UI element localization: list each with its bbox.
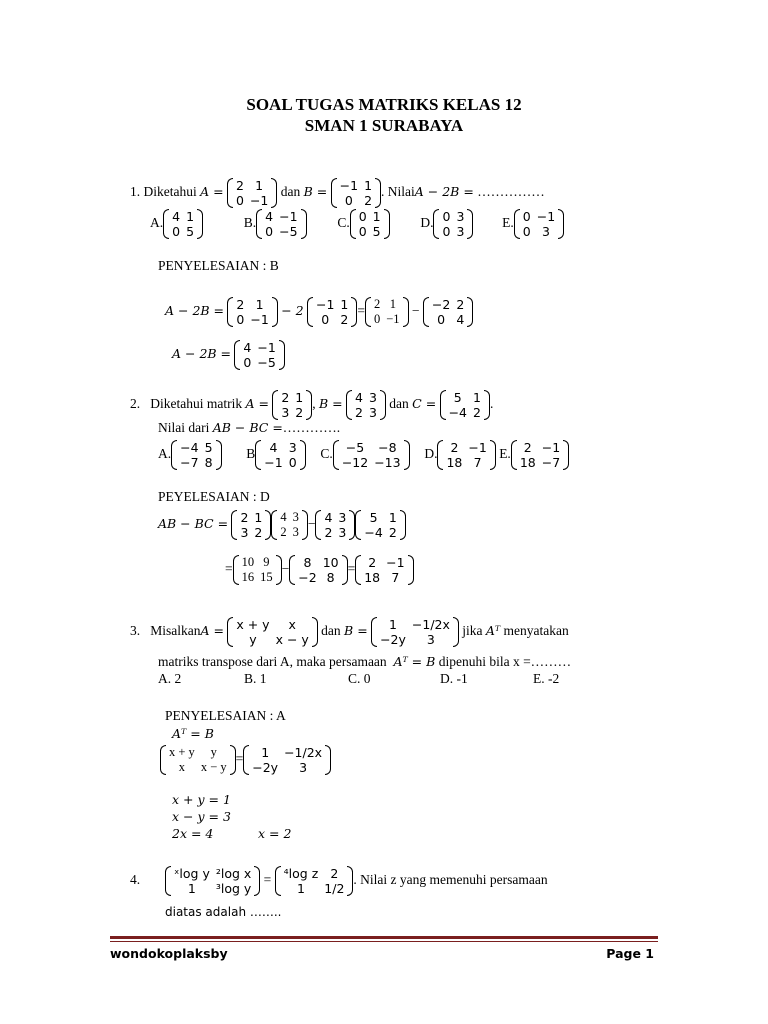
matrix-cell: 5 <box>369 510 378 525</box>
matrix-cell: y <box>249 632 257 647</box>
text-segment: D. <box>420 215 434 231</box>
matrix-cell: 2 <box>295 405 304 420</box>
matrix-cell: 2 <box>330 866 339 881</box>
q3-solution-label: PENYELESAIAN : A <box>165 708 286 723</box>
text-segment: 3. <box>130 623 141 639</box>
text-segment: A. <box>150 215 164 231</box>
matrix-cell: 2 <box>281 390 290 405</box>
matrix <box>234 340 284 370</box>
text-segment: Aᵀ = B <box>172 726 214 741</box>
matrix-cell: −2y <box>380 632 406 647</box>
text-segment: E. <box>502 215 514 231</box>
text-segment: Diketahui matrik <box>150 396 243 412</box>
matrix <box>333 440 410 470</box>
matrix-cell: 3 <box>299 760 308 775</box>
text-segment: C. <box>320 446 333 462</box>
text-segment: A − 2B = <box>165 303 225 319</box>
text-segment: A. <box>158 446 172 462</box>
q3-line2 <box>158 654 571 670</box>
matrix-cell: 2 <box>340 312 349 327</box>
text-segment <box>404 440 410 470</box>
text-segment: A = <box>200 184 224 200</box>
q2-solution-step1 <box>158 510 406 540</box>
matrix-cell: ˣlog y <box>173 866 210 881</box>
text-segment: A = <box>245 396 269 412</box>
matrix-cell: 1 <box>295 390 304 405</box>
footer-author: wondokoplaksby <box>110 946 228 961</box>
matrix-cell: 2 <box>355 405 363 420</box>
matrix-cell: 2 <box>456 297 465 312</box>
matrix-cell: −1 <box>468 440 487 455</box>
matrix-cell: −1/2x <box>411 617 450 632</box>
matrix-cell: −2y <box>252 760 279 775</box>
matrix <box>256 209 306 239</box>
matrix-cell: ³log y <box>215 881 252 896</box>
matrix-cell: 3 <box>541 224 550 239</box>
matrix-cell: −1 <box>257 340 276 355</box>
text-segment <box>216 440 222 470</box>
matrix <box>307 297 357 327</box>
matrix-cell: ²log x <box>215 866 252 881</box>
text-segment <box>301 209 307 239</box>
matrix-cell: 0 <box>358 224 367 239</box>
q2-solution-step2 <box>225 555 414 585</box>
text-segment <box>197 209 203 239</box>
matrix-cell: 3 <box>281 405 290 420</box>
matrix-cell: 0 <box>358 209 367 224</box>
matrix-cell: 4 <box>456 312 465 327</box>
text-segment: = <box>347 561 356 577</box>
text-segment: D. -1 <box>440 671 468 686</box>
matrix <box>315 510 355 540</box>
matrix-cell: 0 <box>243 355 252 370</box>
matrix-cell: −1 <box>315 297 335 312</box>
q1-matrix-a <box>227 178 277 208</box>
doc-title: SOAL TUGAS MATRIKS KELAS 12 <box>246 95 522 114</box>
matrix-cell: −12 <box>341 455 369 470</box>
matrix-cell: 1 <box>340 297 349 312</box>
q1-option-e <box>502 209 564 239</box>
q4-line2: diatas adalah …….. <box>165 905 282 919</box>
text-segment: − 2 <box>281 303 304 319</box>
text-segment: = <box>263 872 272 888</box>
matrix-cell: 7 <box>473 455 482 470</box>
matrix-cell: 0 <box>344 193 353 208</box>
matrix-cell: −4 <box>448 405 467 420</box>
matrix-cell: 15 <box>260 570 273 584</box>
matrix <box>346 390 386 420</box>
matrix-cell: −5 <box>279 224 298 239</box>
matrix-cell: 2 <box>280 525 287 539</box>
footer-rule <box>110 936 658 939</box>
text-segment: A. 2 <box>158 671 182 686</box>
matrix-cell: 3 <box>426 632 435 647</box>
matrix <box>433 209 473 239</box>
text-segment <box>424 440 495 470</box>
text-segment <box>158 440 222 470</box>
matrix-cell: 8 <box>326 570 335 585</box>
matrix-cell: x + y <box>169 745 195 759</box>
matrix-cell: y <box>210 745 217 759</box>
text-segment <box>563 440 569 470</box>
text-segment <box>400 510 406 540</box>
matrix <box>227 297 277 327</box>
matrix-cell: 0 <box>235 193 244 208</box>
text-segment: E. <box>499 446 511 462</box>
matrix-cell: 5 <box>453 390 462 405</box>
matrix-cell: 2 <box>473 405 481 420</box>
matrix <box>160 745 236 775</box>
matrix-cell: −5 <box>257 355 276 370</box>
matrix-cell: −1 <box>249 193 269 208</box>
text-segment: − <box>307 516 316 532</box>
text-segment: B. 1 <box>244 671 267 686</box>
text-segment <box>384 209 390 239</box>
q3-solution-step2 <box>160 745 331 775</box>
text-segment <box>403 297 409 327</box>
matrix-cell: −4 <box>364 525 383 540</box>
matrix-cell: 0 <box>265 224 274 239</box>
matrix-cell: 0 <box>236 312 245 327</box>
matrix <box>440 390 490 420</box>
text-segment: A − 2B = <box>414 184 474 200</box>
matrix-cell: x − y <box>200 760 227 774</box>
text-segment: Nilai dari <box>158 420 210 435</box>
matrix-cell: −7 <box>180 455 199 470</box>
q3-solution-step1 <box>172 726 214 742</box>
text-segment: 2. <box>130 396 141 412</box>
q1-option-b <box>243 209 307 239</box>
matrix <box>350 209 390 239</box>
matrix-cell: x <box>178 760 186 774</box>
matrix-cell: 1/2 <box>324 881 345 896</box>
text-segment: B <box>246 446 256 462</box>
text-segment <box>246 440 305 470</box>
matrix-cell: −1 <box>264 455 283 470</box>
text-segment <box>271 178 277 208</box>
q1-matrix-b <box>331 178 381 208</box>
matrix-cell: 2 <box>368 555 377 570</box>
matrix-cell: 5 <box>186 224 195 239</box>
text-segment: D. <box>424 446 438 462</box>
text-segment: …………. <box>282 420 341 435</box>
q3-equation-3: 2x = 4 <box>172 826 214 841</box>
text-segment: matriks transpose dari A, maka persamaan <box>158 654 387 669</box>
text-segment: . <box>489 396 494 412</box>
text-segment: Aᵀ <box>485 623 501 639</box>
matrix-cell: 4 <box>324 510 333 525</box>
q1-option-d <box>420 209 473 239</box>
matrix-cell: 3 <box>456 209 465 224</box>
matrix-cell: 1 <box>389 617 397 632</box>
matrix-cell: 1 <box>389 297 397 311</box>
matrix-cell: 1 <box>261 745 270 760</box>
text-segment: Misalkan <box>150 623 201 639</box>
text-segment: B = <box>344 623 368 639</box>
matrix-cell: −1 <box>541 440 561 455</box>
text-segment: = <box>225 561 233 577</box>
text-segment <box>408 555 414 585</box>
q3-line <box>130 617 569 647</box>
matrix-cell: x + y <box>236 617 270 632</box>
matrix-cell: 8 <box>204 455 213 470</box>
matrix <box>171 440 221 470</box>
matrix <box>165 866 260 896</box>
text-segment: − <box>281 561 290 577</box>
q1-option-a <box>150 209 203 239</box>
matrix-cell: 5 <box>372 224 381 239</box>
text-segment: Aᵀ = B <box>393 654 436 669</box>
matrix-cell: 4 <box>243 340 252 355</box>
text-segment: 4. <box>130 872 141 888</box>
text-segment: . Nilai z yang memenuhi persamaan <box>353 872 548 888</box>
matrix-cell: 3 <box>338 510 347 525</box>
matrix-cell: 1 <box>372 209 381 224</box>
matrix-cell: 0 <box>522 209 531 224</box>
text-segment <box>312 617 318 647</box>
matrix-cell: −1 <box>386 555 405 570</box>
matrix-cell: −1 <box>339 178 359 193</box>
text-segment <box>325 745 331 775</box>
matrix <box>227 617 317 647</box>
text-segment <box>453 617 459 647</box>
matrix-cell: 4 <box>265 209 274 224</box>
q2-line <box>130 390 493 420</box>
matrix-cell: 2 <box>523 440 532 455</box>
matrix-cell: 0 <box>288 455 297 470</box>
matrix-cell: 0 <box>442 224 451 239</box>
matrix-cell: 3 <box>292 525 299 539</box>
matrix-cell: 7 <box>391 570 400 585</box>
matrix-cell: 1 <box>187 881 196 896</box>
matrix-cell: 10 <box>322 555 339 570</box>
text-segment <box>272 297 278 327</box>
footer-page-number: Page 1 <box>606 946 654 961</box>
text-segment: AB − BC = <box>158 516 229 532</box>
q1-option-c <box>337 209 389 239</box>
matrix-cell: 3 <box>292 510 299 524</box>
matrix-cell: 0 <box>321 312 330 327</box>
text-segment: Diketahui <box>143 184 197 200</box>
matrix <box>423 297 473 327</box>
matrix-cell: −2 <box>431 297 451 312</box>
matrix-cell: 0 <box>437 312 446 327</box>
matrix <box>275 866 354 896</box>
matrix-cell: 3 <box>288 440 297 455</box>
text-segment: A = <box>200 623 224 639</box>
matrix-cell: 3 <box>368 390 377 405</box>
text-segment: B. <box>243 215 257 231</box>
text-segment <box>380 390 386 420</box>
doc-subtitle: SMAN 1 SURABAYA <box>304 116 464 135</box>
text-segment <box>467 209 473 239</box>
matrix-cell: 5 <box>204 440 213 455</box>
q3-equation-2: x − y = 3 <box>172 809 231 824</box>
text-segment: = <box>235 751 244 767</box>
matrix-cell: −13 <box>374 455 401 470</box>
text-segment: dan <box>321 623 341 639</box>
matrix-cell: x <box>288 617 296 632</box>
q1-solution-label: PENYELESAIAN : B <box>158 258 279 273</box>
matrix-cell: 1 <box>473 390 481 405</box>
text-segment: C. 0 <box>348 671 371 686</box>
q1-solution-step2 <box>172 340 285 370</box>
text-segment: − <box>411 303 420 319</box>
matrix-cell: 1 <box>364 178 373 193</box>
matrix-cell: 4 <box>355 390 363 405</box>
matrix <box>243 745 331 775</box>
text-segment <box>558 209 564 239</box>
text-segment <box>279 340 285 370</box>
matrix-cell: 0 <box>373 312 381 326</box>
text-segment <box>467 297 473 327</box>
matrix-cell: 18 <box>364 570 381 585</box>
q1-options <box>150 209 564 239</box>
matrix <box>233 555 282 585</box>
matrix-cell: 2 <box>324 525 333 540</box>
matrix-cell: −4 <box>180 440 199 455</box>
matrix-cell: 1 <box>388 510 397 525</box>
matrix <box>437 440 495 470</box>
matrix-cell: 0 <box>172 224 181 239</box>
matrix-cell: 2 <box>254 525 263 540</box>
matrix-cell: 1 <box>254 510 263 525</box>
matrix <box>255 440 305 470</box>
matrix-cell: 18 <box>446 455 463 470</box>
matrix-cell: 0 <box>442 209 451 224</box>
matrix-cell: 2 <box>450 440 459 455</box>
matrix-cell: x − y <box>275 632 309 647</box>
matrix-cell: 2 <box>388 525 397 540</box>
matrix <box>355 510 405 540</box>
matrix-cell: 2 <box>235 178 244 193</box>
text-segment: dan <box>389 396 409 412</box>
matrix-cell: 3 <box>338 525 347 540</box>
matrix-cell: −8 <box>378 440 397 455</box>
q3-equation-1: x + y = 1 <box>172 792 231 807</box>
q1-solution-step1 <box>165 297 473 327</box>
matrix-cell: −1 <box>279 209 298 224</box>
text-segment: B = <box>303 184 328 200</box>
matrix-cell: 4 <box>172 209 181 224</box>
matrix-cell: 2 <box>236 297 245 312</box>
matrix-cell: 10 <box>241 555 255 569</box>
text-segment <box>499 440 569 470</box>
text-segment: C. <box>337 215 350 231</box>
text-segment: B = <box>319 396 343 412</box>
q2-line2 <box>158 420 340 436</box>
text-segment: …………… <box>477 184 545 200</box>
text-segment: C = <box>412 396 437 412</box>
text-segment <box>300 440 306 470</box>
text-segment: AB − BC = <box>212 420 283 435</box>
text-segment: dipenuhi bila x =……… <box>438 654 572 669</box>
matrix <box>514 209 564 239</box>
text-segment: = <box>357 303 365 319</box>
matrix-cell: 2 <box>373 297 381 311</box>
matrix-cell: −1 <box>250 312 269 327</box>
matrix-cell: 8 <box>303 555 312 570</box>
matrix-cell: −5 <box>345 440 365 455</box>
matrix-cell: 16 <box>241 570 255 584</box>
text-segment: 1. <box>130 184 141 200</box>
text-segment <box>490 440 496 470</box>
q1-line <box>130 178 545 208</box>
text-segment: . Nilai <box>381 184 415 200</box>
matrix-cell: 3 <box>368 405 377 420</box>
matrix-cell: −1 <box>536 209 556 224</box>
matrix-cell: 3 <box>456 224 465 239</box>
matrix <box>365 297 409 327</box>
text-segment: A − 2B = <box>172 346 232 362</box>
matrix-cell: −2 <box>298 570 317 585</box>
matrix <box>272 390 312 420</box>
matrix-cell: 1 <box>255 178 264 193</box>
text-segment: E. -2 <box>533 671 560 686</box>
matrix-cell: 1 <box>255 297 264 312</box>
matrix <box>371 617 459 647</box>
matrix-cell: 3 <box>240 525 249 540</box>
text-segment: jika <box>462 623 483 639</box>
matrix <box>355 555 413 585</box>
matrix-cell: 1 <box>186 209 195 224</box>
footer-rule-thin <box>110 941 658 942</box>
matrix-cell: 0 <box>522 224 531 239</box>
matrix-cell: 4 <box>269 440 278 455</box>
matrix-cell: ⁴log z <box>283 866 319 881</box>
matrix-cell: 2 <box>240 510 249 525</box>
text-segment: menyatakan <box>503 623 569 639</box>
q3-equation-4: x = 2 <box>258 826 292 841</box>
matrix <box>231 510 271 540</box>
matrix <box>163 209 203 239</box>
q2-solution-label: PEYELESAIAN : D <box>158 489 270 504</box>
matrix <box>271 510 308 540</box>
matrix-cell: 9 <box>263 555 270 569</box>
matrix-cell: 1 <box>297 881 305 896</box>
matrix-cell: 2 <box>364 193 373 208</box>
matrix-cell: −1/2x <box>284 745 323 760</box>
matrix-cell: 4 <box>280 510 287 524</box>
q4-line <box>130 866 548 896</box>
text-segment <box>254 866 260 896</box>
q2-options <box>158 440 569 470</box>
matrix-cell: −7 <box>541 455 561 470</box>
text-segment: dan <box>280 184 301 200</box>
matrix-cell: −1 <box>386 312 400 326</box>
matrix <box>511 440 569 470</box>
text-segment <box>320 440 409 470</box>
matrix-cell: 18 <box>519 455 536 470</box>
matrix <box>289 555 347 585</box>
text-segment: , <box>312 396 316 412</box>
